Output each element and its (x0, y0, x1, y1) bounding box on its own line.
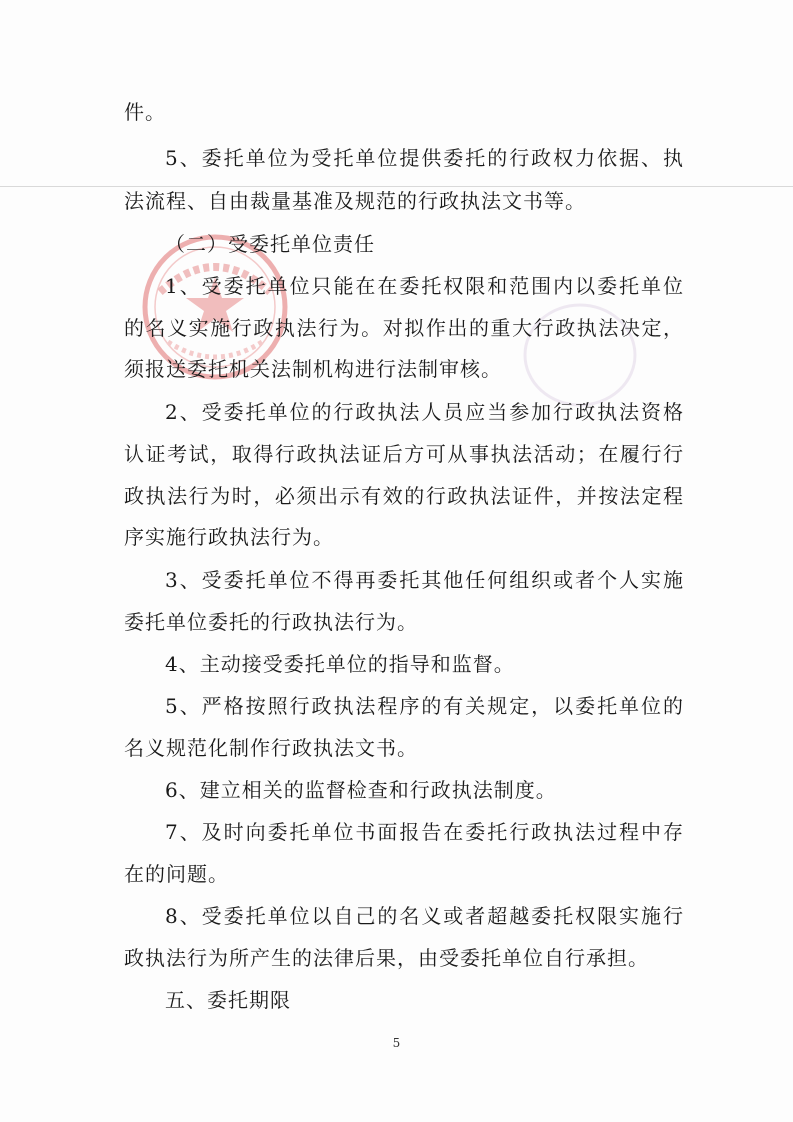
text-line-2: 5、委托单位为受托单位提供委托的行政权力依据、执 (165, 146, 684, 170)
text-line-9: 认证考试，取得行政执法证后方可从事执法活动；在履行行 (124, 442, 684, 466)
text-line-8: 2、受委托单位的行政执法人员应当参加行政执法资格 (165, 400, 684, 424)
text-line-19: 在的问题。 (124, 862, 229, 886)
text-line-3: 法流程、自由裁量基准及规范的行政执法文书等。 (124, 189, 586, 213)
text-line-14: 4、主动接受委托单位的指导和监督。 (165, 652, 515, 676)
text-line-18: 7、及时向委托单位书面报告在委托行政执法过程中存 (165, 820, 684, 844)
page-number: 5 (392, 1036, 401, 1050)
section-heading-term: 五、委托期限 (165, 988, 291, 1012)
text-line-17: 6、建立相关的监督检查和行政执法制度。 (165, 778, 557, 802)
scan-fold-line (0, 186, 793, 187)
text-line-5: 1、受委托单位只能在在委托权限和范围内以委托单位 (165, 274, 684, 298)
text-line-15: 5、严格按照行政执法程序的有关规定，以委托单位的 (165, 694, 684, 718)
text-line-6: 的名义实施行政执法行为。对拟作出的重大行政执法决定， (124, 316, 684, 340)
text-line-13: 委托单位委托的行政执法行为。 (124, 610, 418, 634)
section-heading: （二）受委托单位责任 (165, 232, 375, 256)
text-line-21: 政执法行为所产生的法律后果，由受委托单位自行承担。 (124, 946, 649, 970)
text-line-11: 序实施行政执法行为。 (124, 525, 334, 549)
text-line-16: 名义规范化制作行政执法文书。 (124, 736, 418, 760)
text-line-10: 政执法行为时，必须出示有效的行政执法证件，并按法定程 (124, 484, 684, 508)
text-line-12: 3、受委托单位不得再委托其他任何组织或者个人实施 (165, 568, 684, 592)
text-line-7: 须报送委托机关法制机构进行法制审核。 (124, 357, 502, 381)
text-line-20: 8、受委托单位以自己的名义或者超越委托权限实施行 (165, 904, 684, 928)
text-line-1: 件。 (124, 100, 166, 124)
